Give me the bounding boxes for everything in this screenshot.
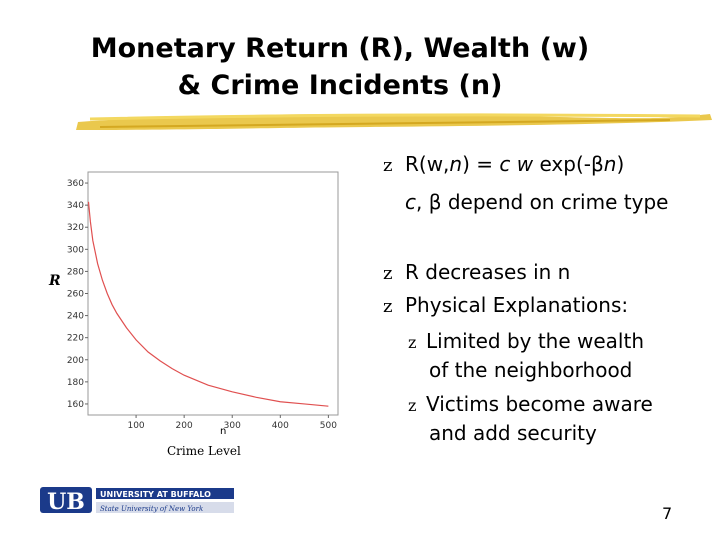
page-number: 7 <box>662 504 673 523</box>
y-tick-label: 220 <box>66 333 84 344</box>
plot-frame <box>88 172 338 415</box>
title-line-2: & Crime Incidents (n) <box>177 70 503 101</box>
y-tick-label: 260 <box>66 289 84 300</box>
y-tick-label: 280 <box>66 267 84 278</box>
bullet-icon: z <box>383 263 393 284</box>
bullet-formula: z R(w,n) = c w exp(-βn) <box>383 152 625 176</box>
y-tick-label: 180 <box>66 377 84 388</box>
x-tick-label: 400 <box>271 421 289 431</box>
y-tick-label: 360 <box>66 179 84 190</box>
return-vs-crime-chart <box>40 160 340 460</box>
x-tick-label: 100 <box>127 421 145 431</box>
y-tick-label: 300 <box>66 245 84 256</box>
x-tick-label: 500 <box>319 421 337 431</box>
y-axis-label: R <box>49 273 61 289</box>
bullet-icon: z <box>383 296 393 317</box>
x-tick-label: 300 <box>223 421 241 431</box>
x-tick-label: 200 <box>175 421 193 431</box>
x-axis-letter: n <box>220 426 227 437</box>
y-tick-label: 160 <box>66 399 84 410</box>
subbullet-victims: z Victims become aware <box>408 392 653 416</box>
bullet-physical-explanations: z Physical Explanations: <box>383 293 629 317</box>
y-tick-label: 240 <box>66 311 84 322</box>
ub-monogram-icon <box>40 487 92 515</box>
bullet-formula-note: c, β depend on crime type <box>405 190 669 214</box>
title-brush-underline <box>70 106 720 136</box>
y-tick-label: 200 <box>66 355 84 366</box>
y-tick-label: 320 <box>66 223 84 234</box>
logo-subtitle: State University of New York <box>100 505 204 513</box>
subbullet-wealth-cont: of the neighborhood <box>429 358 633 382</box>
bullet-r-decreases: z R decreases in n <box>383 260 571 284</box>
x-axis-label: Crime Level <box>167 444 241 458</box>
bullet-icon: z <box>383 155 393 176</box>
logo-university-name: UNIVERSITY AT BUFFALO <box>100 490 211 499</box>
subbullet-victims-cont: and add security <box>429 421 597 445</box>
y-tick-label: 340 <box>66 201 84 212</box>
subbullet-icon: z <box>408 333 417 352</box>
subbullet-icon: z <box>408 396 417 415</box>
svg-text:UB: UB <box>47 489 85 515</box>
subbullet-wealth: z Limited by the wealth <box>408 329 644 353</box>
university-logo <box>38 484 238 518</box>
title-line-1: Monetary Return (R), Wealth (w) <box>90 33 590 64</box>
slide-title <box>0 30 680 104</box>
return-curve <box>88 202 328 406</box>
